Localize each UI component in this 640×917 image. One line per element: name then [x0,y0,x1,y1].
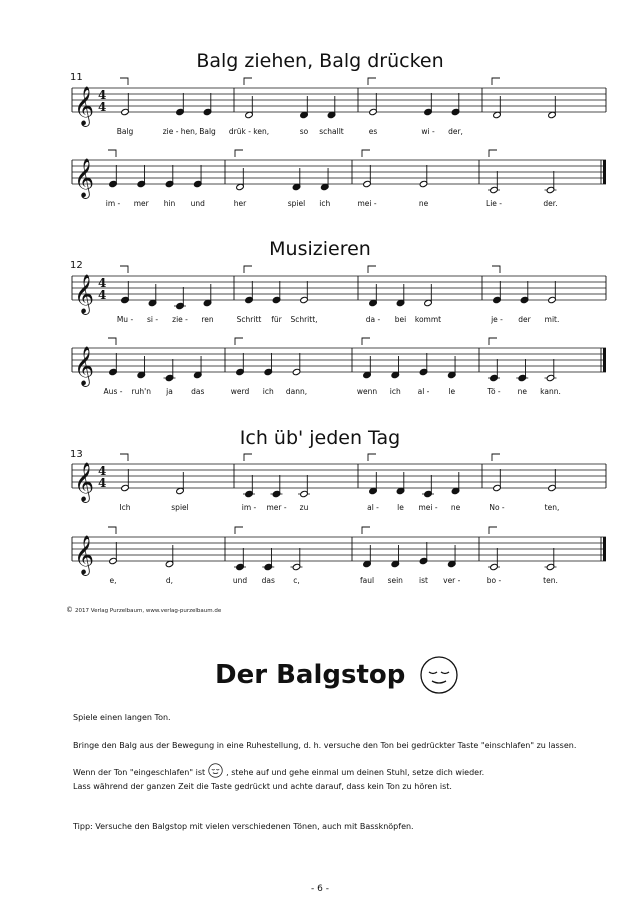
lyric-syllable: Balg [199,127,216,136]
half-note [245,111,254,118]
quarter-note [419,557,428,564]
quarter-note [451,108,460,115]
lyric-syllable: si - [146,315,159,324]
time-sig-bottom: 4 [98,100,107,114]
lyric-syllable: ne [450,503,461,512]
lyric-syllable: der, [448,127,463,136]
bellows-push-mark [492,266,500,273]
lyric-syllable: schallt [319,127,344,136]
half-note [490,186,499,193]
quarter-note [137,371,146,378]
bellows-pull-mark [244,266,252,273]
lyric-syllable: dann, [285,387,308,396]
lyric-syllable: ver - [443,576,461,585]
lyric-syllable: c, [293,576,300,585]
quarter-note [121,296,130,303]
lyric-syllable: zie - hen, [162,127,198,136]
half-note [292,368,301,375]
half-note [419,180,428,187]
half-note [490,563,499,570]
quarter-note [447,371,456,378]
lyric-syllable: wenn [356,387,378,396]
lyric-syllable: ruh'n [131,387,151,396]
quarter-note [203,299,212,306]
lyric-syllable: und [190,199,205,208]
treble-clef-icon: 𝄞 [74,86,95,126]
lyric-syllable: bei [394,315,407,324]
quarter-note [109,180,118,187]
half-note [493,484,502,491]
lyric-syllable: für [271,315,282,324]
quarter-note [272,490,281,497]
lyric-syllable: mei - [357,199,377,208]
lyric-syllable: Schritt, [290,315,318,324]
lyric-syllable: spiel [171,503,189,512]
quarter-note [245,296,254,303]
section-title: Der Balgstop [215,660,406,690]
bellows-pull-mark [368,266,376,273]
instruction-4: Lass während der ganzen Zeit die Taste gedrückt und achte darauf, dass kein Ton zu hören ist. [73,782,452,791]
quarter-note [300,111,309,118]
bellows-pull-mark [489,527,497,534]
bellows-pull-mark [235,150,243,157]
quarter-note [518,374,527,381]
lyric-syllable: im - [241,503,257,512]
lyric-syllable: der. [543,199,558,208]
page-number: - 6 - [311,884,329,894]
bellows-pull-mark [492,454,500,461]
bellows-pull-mark [368,454,376,461]
time-sig-top: 4 [98,464,107,478]
lyric-syllable: und [232,576,248,585]
half-note [300,490,309,497]
lyric-syllable: Mu - [116,315,134,324]
bellows-pull-mark [362,150,370,157]
lyric-syllable: Balg [116,127,134,136]
quarter-note [193,180,202,187]
lyric-syllable: Lie - [486,199,502,208]
treble-clef-icon: 𝄞 [74,274,95,314]
lyric-syllable: Tö - [487,387,501,396]
half-note [548,296,557,303]
lyric-syllable: ich [389,387,401,396]
copyright-mark: © [66,606,73,614]
quarter-note [193,371,202,378]
tip-text: Tipp: Versuche den Balgstop mit vielen verschiedenen Tönen, auch mit Bassknöpfen. [73,822,414,831]
lyric-syllable: ich [262,387,274,396]
lyric-syllable: hin [163,199,176,208]
lyric-syllable: sein [387,576,403,585]
treble-clef-icon: 𝄞 [74,462,95,502]
time-sig-top: 4 [98,276,107,290]
quarter-note [396,299,405,306]
quarter-note [236,368,245,375]
lyric-syllable: mer - [266,503,287,512]
treble-clef-icon: 𝄞 [74,535,95,575]
quarter-note [396,487,405,494]
lyric-syllable: al - [417,387,430,396]
quarter-note [363,371,372,378]
half-note [546,374,555,381]
bellows-pull-mark [235,527,243,534]
lyric-syllable: Ich [119,503,131,512]
quarter-note [245,490,254,497]
treble-clef-icon: 𝄞 [74,158,95,198]
lyric-syllable: das [261,576,275,585]
instruction-3-start: Wenn der Ton "eingeschlafen" ist [73,768,206,777]
quarter-note [490,374,499,381]
quarter-note [272,296,281,303]
lyric-syllable: le [448,387,456,396]
quarter-note [176,108,185,115]
song-title-1: Balg ziehen, Balg drücken [196,50,444,72]
lyric-syllable: im - [105,199,121,208]
quarter-note [203,108,212,115]
lyric-syllable: mer [133,199,149,208]
quarter-note [369,487,378,494]
treble-clef-icon: 𝄞 [74,346,95,386]
lyric-syllable: kommt [414,315,442,324]
half-note [363,180,372,187]
quarter-note [447,560,456,567]
lyric-syllable: kann. [540,387,561,396]
sleeping-face-inline-icon [208,763,223,778]
lyric-syllable: e, [109,576,117,585]
quarter-note [236,563,245,570]
copyright-notice [66,606,221,614]
quarter-note [292,183,301,190]
lyric-syllable: ne [517,387,527,396]
lyric-syllable: ne [418,199,429,208]
half-note [176,487,185,494]
song-number-1: 11 [70,72,83,83]
bellows-pull-mark [489,150,497,157]
bellows-push-mark [108,150,116,157]
bellows-pull-mark [362,527,370,534]
lyric-syllable: es [368,127,378,136]
song-title-2: Musizieren [269,238,371,260]
bellows-pull-mark [362,338,370,345]
lyric-syllable: ten. [543,576,558,585]
half-note [121,484,130,491]
half-note [121,108,130,115]
lyric-syllable: ren [201,315,214,324]
quarter-note [165,180,174,187]
bellows-pull-mark [244,454,252,461]
bellows-pull-mark [489,338,497,345]
bellows-pull-mark [244,78,252,85]
lyric-syllable: zie - [172,315,188,324]
song-number-3: 13 [70,449,83,460]
half-note [236,183,245,190]
quarter-note [327,111,336,118]
lyric-syllable: bo - [486,576,502,585]
sleeping-face-icon [419,655,459,695]
lyric-syllable: der [518,315,531,324]
lyric-syllable: mit. [544,315,560,324]
quarter-note [391,371,400,378]
quarter-note [264,368,273,375]
half-note [546,186,555,193]
lyric-syllable: her [233,199,247,208]
half-note [548,484,557,491]
time-sig-bottom: 4 [98,288,107,302]
lyric-syllable: Aus - [103,387,123,396]
instruction-1: Spiele einen langen Ton. [73,713,171,722]
bellows-push-mark [108,527,116,534]
quarter-note [137,180,146,187]
quarter-note [493,296,502,303]
bellows-push-mark [120,454,128,461]
lyric-syllable: le [397,503,404,512]
quarter-note [369,299,378,306]
lyric-syllable: ist [419,576,428,585]
bellows-push-mark [120,78,128,85]
lyric-syllable: drük - ken, [228,127,270,136]
quarter-note [176,302,185,309]
lyric-syllable: No - [489,503,505,512]
quarter-note [419,368,428,375]
half-note [300,296,309,303]
lyric-syllable: werd [230,387,250,396]
quarter-note [264,563,273,570]
lyric-syllable: da - [365,315,381,324]
lyric-syllable: so [299,127,309,136]
instruction-3-end: , stehe auf und gehe einmal um deinen Stuhl, setze dich wieder. [226,768,485,777]
lyric-syllable: ten, [544,503,560,512]
bellows-pull-mark [235,338,243,345]
half-note [493,111,502,118]
lyric-syllable: mei - [418,503,438,512]
lyric-syllable: das [191,387,205,396]
quarter-note [424,108,433,115]
bellows-pull-mark [368,78,376,85]
lyric-syllable: zu [299,503,309,512]
quarter-note [363,560,372,567]
lyric-syllable: je - [491,315,503,324]
half-note [546,563,555,570]
half-note [165,560,174,567]
quarter-note [148,299,157,306]
lyric-syllable: ich [319,199,331,208]
song-title-3: Ich üb' jeden Tag [239,427,401,449]
lyric-syllable: d, [165,576,174,585]
lyric-syllable: al - [367,503,379,512]
half-note [369,108,378,115]
instruction-3 [73,767,633,778]
time-sig-top: 4 [98,88,107,102]
copyright-text: 2017 Verlag Purzelbaum, www.verlag-purzelbaum.de [75,608,222,614]
lyric-syllable: spiel [287,199,306,208]
lyric-syllable: ja [166,387,173,396]
lyric-syllable: faul [359,576,375,585]
bellows-push-mark [108,338,116,345]
half-note [548,111,557,118]
song-number-2: 12 [70,260,83,271]
half-note [424,299,433,306]
bellows-pull-mark [492,78,500,85]
half-note [292,563,301,570]
time-sig-bottom: 4 [98,476,107,490]
lyric-syllable: Schritt [236,315,262,324]
lyric-syllable: wi - [421,127,435,136]
quarter-note [109,368,118,375]
quarter-note [165,374,174,381]
quarter-note [320,183,329,190]
bellows-push-mark [120,266,128,273]
quarter-note [520,296,529,303]
quarter-note [424,490,433,497]
quarter-note [451,487,460,494]
half-note [109,557,118,564]
quarter-note [391,560,400,567]
instruction-2: Bringe den Balg aus der Bewegung in eine Ruhestellung, d. h. versuche den Ton bei gedrückter Taste "einschlafen" zu lassen. [73,741,577,750]
